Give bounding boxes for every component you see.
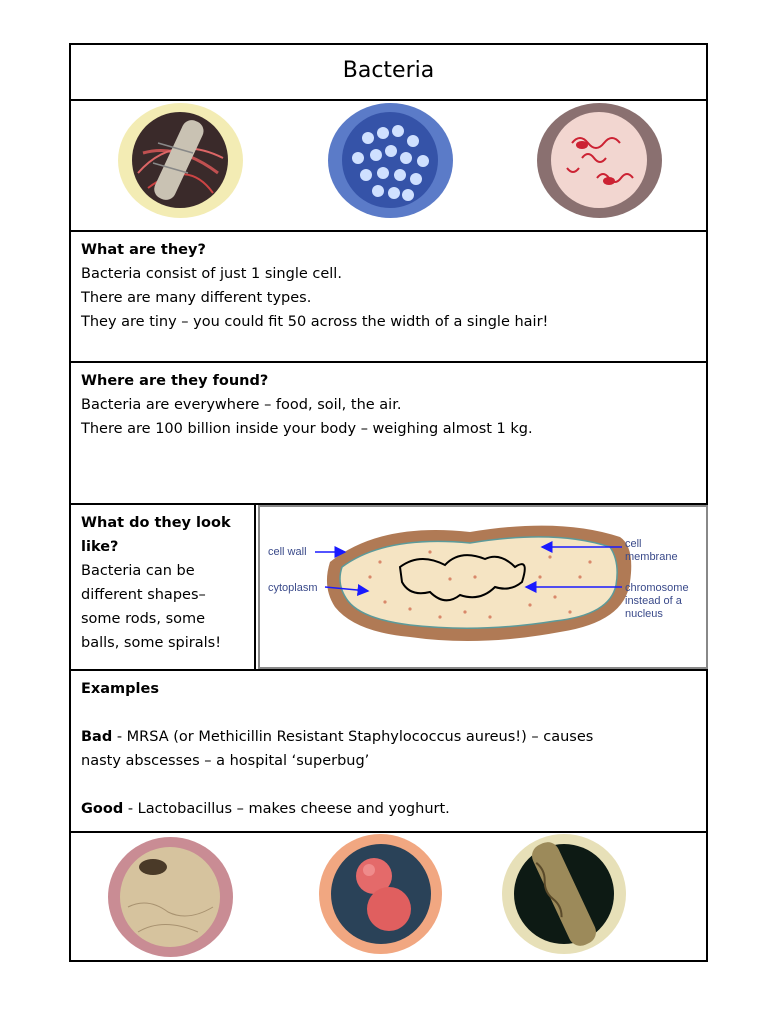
diplococcus-image-icon — [319, 834, 442, 954]
bad-example-text: - MRSA (or Methicillin Resistant Staphylococcus aureus!) – causes — [112, 729, 594, 745]
section-heading: What do they look — [81, 515, 231, 531]
text-line: They are tiny – you could fit 50 across the width of a single hair! — [81, 314, 549, 330]
look-like-section — [71, 505, 706, 671]
mrsa-image-icon — [108, 837, 233, 957]
label-chromosome: chromosome — [625, 582, 689, 594]
label-chromosome: instead of a — [625, 595, 682, 607]
bad-example-text: nasty abscesses – a hospital ‘superbug’ — [81, 753, 370, 769]
top-images-row — [71, 101, 706, 232]
label-cytoplasm: cytoplasm — [268, 582, 318, 594]
what-are-they-section — [71, 232, 706, 363]
good-example-text: - Lactobacillus – makes cheese and yoghurt. — [123, 801, 450, 817]
text-line: Bacteria can be — [81, 563, 195, 579]
good-label: Good — [81, 801, 124, 817]
bacterium-diagram — [258, 505, 708, 669]
label-cell-wall: cell wall — [268, 546, 307, 558]
text-line: Bacteria consist of just 1 single cell. — [81, 266, 342, 282]
label-chromosome: nucleus — [625, 608, 663, 620]
text-line: Bacteria are everywhere – food, soil, the air. — [81, 397, 402, 413]
where-found-section — [71, 363, 706, 505]
lactobacillus-image-icon — [502, 834, 626, 954]
cytoplasm-shape — [340, 537, 617, 628]
spiral-bacteria-image-icon — [537, 103, 662, 218]
section-heading: What are they? — [81, 242, 206, 258]
section-heading: Examples — [81, 681, 159, 697]
label-cell-membrane: membrane — [625, 551, 678, 563]
cocci-bacteria-image-icon — [328, 103, 453, 218]
page-title: Bacteria — [71, 45, 706, 101]
look-like-text — [71, 505, 256, 669]
examples-section — [71, 671, 706, 833]
worksheet — [69, 43, 708, 962]
bad-label: Bad — [81, 729, 113, 745]
text-line: different shapes– — [81, 587, 206, 603]
text-line: There are 100 billion inside your body – weighing almost 1 kg. — [81, 421, 533, 437]
text-line: There are many different types. — [81, 290, 312, 306]
section-heading: like? — [81, 539, 119, 555]
text-line: balls, some spirals! — [81, 635, 222, 651]
bottom-images-row — [71, 833, 706, 962]
text-line: some rods, some — [81, 611, 206, 627]
section-heading: Where are they found? — [81, 373, 269, 389]
rod-bacteria-image-icon — [118, 103, 243, 218]
label-cell-membrane: cell — [625, 538, 642, 550]
